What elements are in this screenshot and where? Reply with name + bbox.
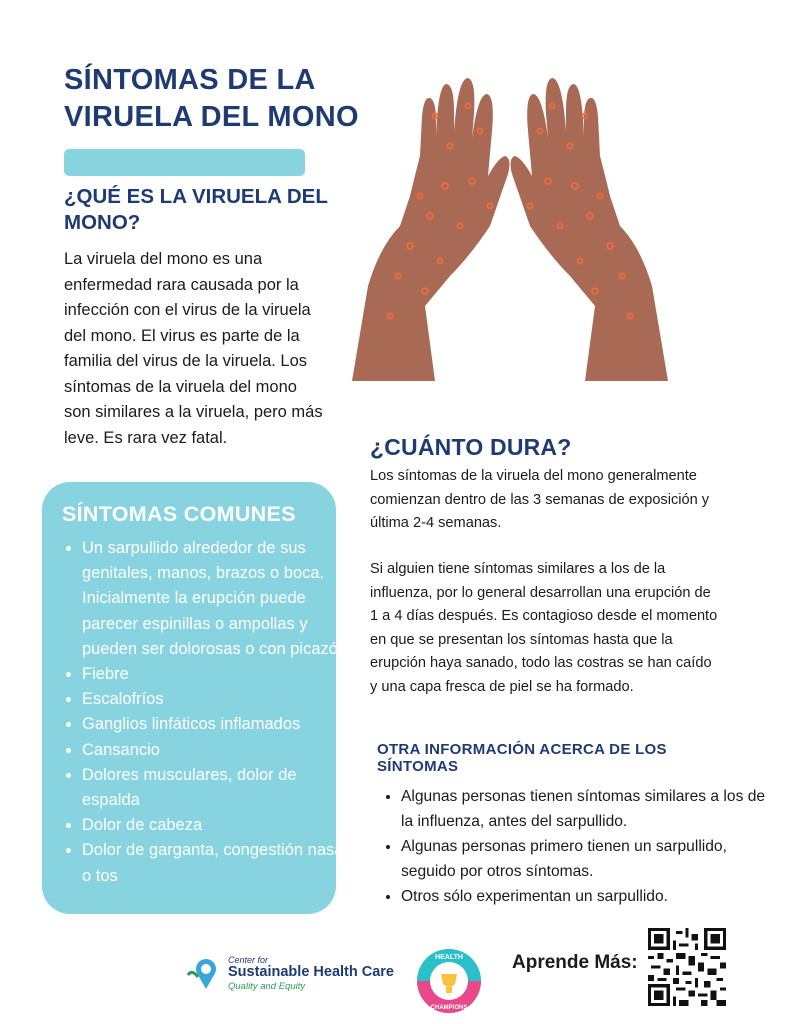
list-item: • Algunas personas tienen síntomas similares a los de la influenza, antes del sarpullido.	[401, 784, 771, 834]
org-name-line3: Quality and Equity	[228, 981, 306, 992]
list-item: • Dolores musculares, dolor de espalda	[82, 763, 352, 813]
org-name-line1: Center for	[228, 955, 269, 965]
list-item: • Ganglios linfáticos inflamados	[82, 712, 352, 737]
what-is-heading: ¿QUÉ ES LA VIRUELA DEL MONO?	[64, 185, 328, 234]
center-sustainable-health-care-logo	[180, 955, 410, 995]
list-item: • Dolor de garganta, congestión nasal, o tos	[82, 838, 352, 888]
list-item: • Cansancio	[82, 738, 352, 763]
qr-code[interactable]	[648, 928, 726, 1006]
list-item: • Fiebre	[82, 662, 352, 687]
common-symptoms-heading: SÍNTOMAS COMUNES	[62, 502, 296, 526]
learn-more-label: Aprende Más:	[512, 952, 638, 973]
badge-bottom-text: CHAMPIONS	[430, 1005, 468, 1011]
list-item: • Un sarpullido alrededor de sus genitales, manos, brazos o boca. Inicialmente la erupción puede parecer espinillas o ampollas y pueden ser dolorosas o con picazón.	[82, 536, 352, 662]
common-symptoms-list	[60, 536, 352, 889]
what-is-body: La viruela del mono es una enfermedad rara causada por la infección con el virus de la viruela del mono. El virus es parte de la familia del virus de la viruela. Los síntomas de la viruela del mono son similares a la viruela, pero más leve. Es rara vez fatal.	[64, 250, 323, 447]
list-item: • Algunas personas primero tienen un sarpullido, seguido por otros síntomas.	[401, 834, 771, 884]
org-name-line2: Sustainable Health Care	[228, 964, 394, 980]
other-info-list	[380, 784, 771, 909]
list-item: • Escalofríos	[82, 687, 352, 712]
page-title: SÍNTOMAS DE LA VIRUELA DEL MONO	[64, 64, 359, 133]
badge-top-text: HEALTH	[435, 954, 463, 961]
other-info-heading: OTRA INFORMACIÓN ACERCA DE LOS SÍNTOMAS	[377, 741, 667, 775]
hands-with-rash-illustration	[350, 76, 670, 386]
list-item: • Dolor de cabeza	[82, 813, 352, 838]
duration-heading: ¿CUÁNTO DURA?	[370, 434, 572, 460]
duration-paragraph-2: Si alguien tiene síntomas similares a los de la influenza, por lo general desarrollan una erupción de 1 a 4 días después. Es contagioso desde el momento en que se presentan los síntomas hasta que la erupción haya sanado, todo las costras se han caído y una capa fresca de piel se ha formado.	[370, 561, 718, 695]
health-champions-badge	[416, 948, 482, 1014]
list-item: • Otros sólo experimentan un sarpullido.	[401, 884, 771, 909]
location-pin-icon	[180, 955, 222, 991]
accent-bar	[64, 149, 305, 176]
duration-paragraph-1: Los síntomas de la viruela del mono generalmente comienzan dentro de las 3 semanas de exposición y última 2-4 semanas.	[370, 468, 710, 531]
